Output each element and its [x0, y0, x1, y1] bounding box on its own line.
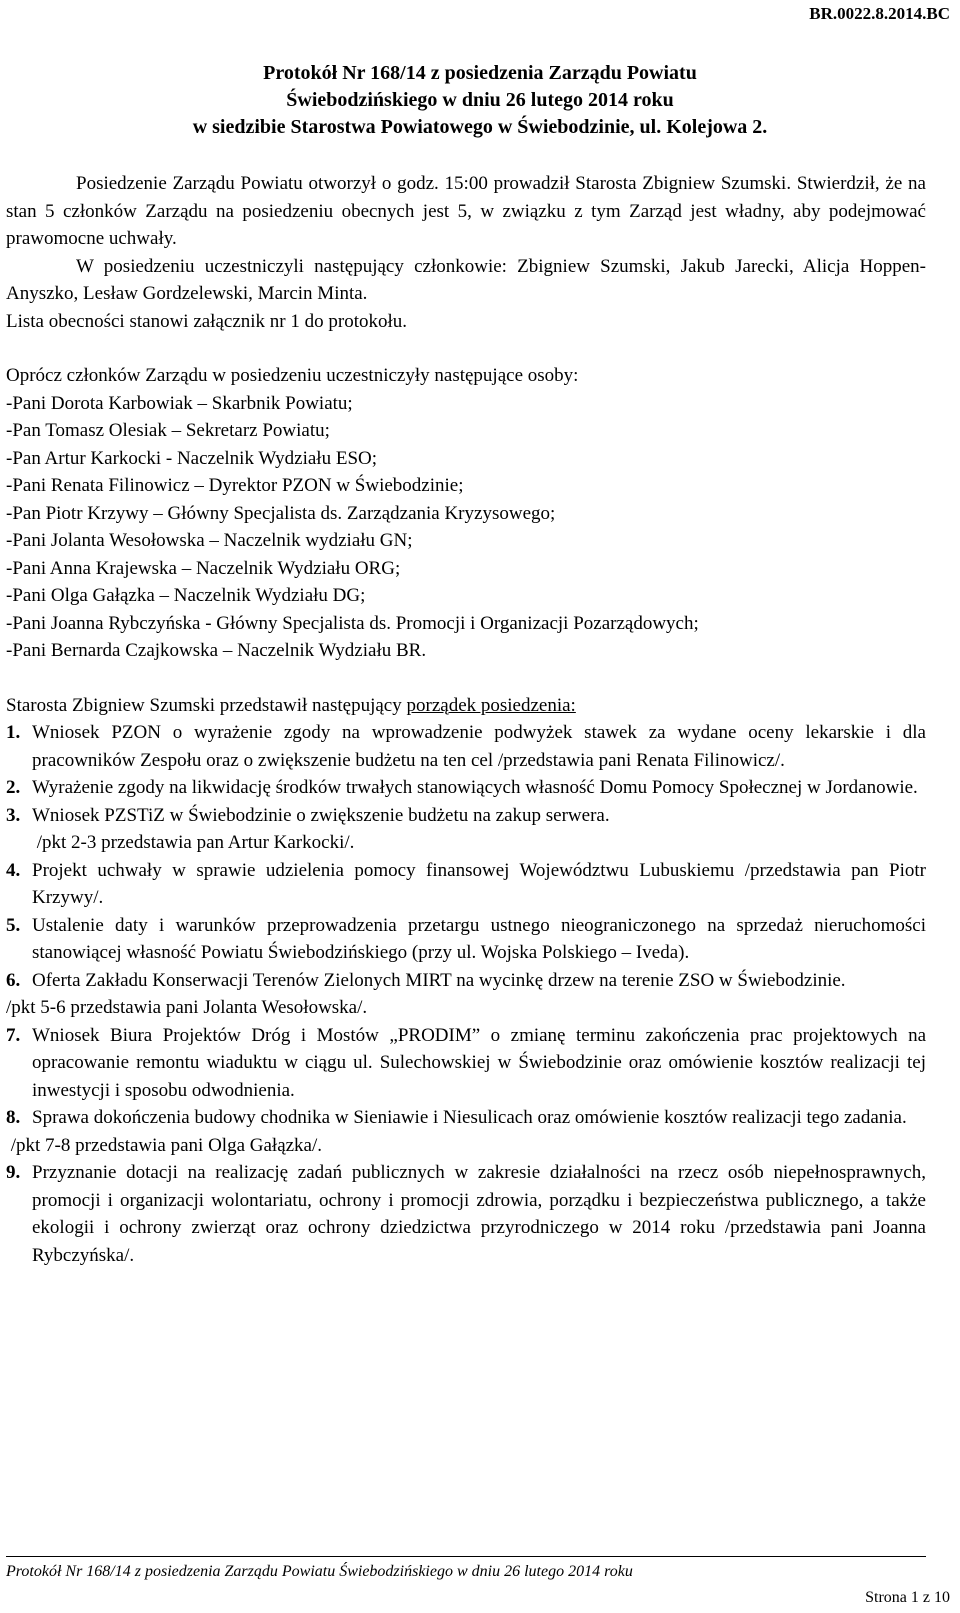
list-item: -Pan Piotr Krzywy – Główny Specjalista ds. Zarządzania Kryzysowego;	[6, 502, 556, 524]
agenda-intro-text: Starosta Zbigniew Szumski przedstawił następujący	[6, 694, 402, 716]
agenda-list	[6, 719, 926, 1269]
title-line-1: Protokół Nr 168/14 z posiedzenia Zarządu Powiatu	[263, 62, 697, 84]
list-item: -Pani Olga Gałązka – Naczelnik Wydziału DG;	[6, 585, 366, 606]
agenda-heading-underlined: porządek posiedzenia:	[406, 694, 576, 716]
agenda-item	[6, 1104, 926, 1132]
page-number: Strona 1 z 10	[865, 1589, 950, 1606]
members-paragraph: W posiedzeniu uczestniczyli następujący członkowie: Zbigniew Szumski, Jakub Jarecki, Alicja Hoppen-Anyszko, Lesław Gordzelewski, Marcin Minta.	[6, 255, 926, 304]
attendees-heading: Oprócz członków Zarządu w posiedzeniu uczestniczyły następujące osoby:	[6, 365, 579, 386]
document-body	[6, 170, 926, 1269]
list-item: -Pani Anna Krajewska – Naczelnik Wydziału ORG;	[6, 557, 401, 579]
agenda-item-number: 2.	[6, 777, 21, 798]
agenda-item	[6, 857, 926, 912]
agenda-item	[6, 967, 926, 995]
list-item: -Pani Joanna Rybczyńska - Główny Specjalista ds. Promocji i Organizacji Pozarządowych;	[6, 612, 699, 634]
agenda-item	[6, 774, 926, 802]
list-item: -Pani Dorota Karbowiak – Skarbnik Powiatu;	[6, 392, 353, 414]
agenda-item	[6, 1022, 926, 1105]
agenda-item	[6, 1159, 926, 1269]
agenda-item	[6, 719, 926, 774]
attendance-note: Lista obecności stanowi załącznik nr 1 do protokołu.	[6, 310, 408, 332]
title-line-3: w siedzibie Starostwa Powiatowego w Świebodzinie, ul. Kolejowa 2.	[192, 116, 768, 138]
agenda-item-text: Wyrażenie zgody na likwidację środków trwałych stanowiących własność Domu Pomocy Społecznej w Jordanowie.	[32, 777, 918, 798]
title-line-2: Świebodzińskiego w dniu 26 lutego 2014 roku	[286, 89, 674, 111]
agenda-item	[6, 802, 926, 830]
document-reference: BR.0022.8.2014.BC	[809, 4, 950, 23]
page-footer: Protokół Nr 168/14 z posiedzenia Zarządu Powiatu Świebodzińskiego w dniu 26 lutego 2014 roku	[6, 1556, 926, 1583]
agenda-presenter-note: /pkt 2-3 przedstawia pan Artur Karkocki/.	[32, 832, 355, 853]
agenda-item-text: Projekt uchwały w sprawie udzielenia pomocy finansowej Województwu Lubuskiemu /przedstawia pan Piotr Krzywy/.	[32, 859, 926, 908]
agenda-presenter-note: /pkt 5-6 przedstawia pani Jolanta Wesołowska/.	[6, 997, 368, 1018]
list-item: -Pan Tomasz Olesiak – Sekretarz Powiatu;	[6, 420, 330, 441]
agenda-intro	[6, 692, 926, 720]
list-item: -Pani Jolanta Wesołowska – Naczelnik wydziału GN;	[6, 530, 413, 551]
agenda-item-text: Wniosek Biura Projektów Dróg i Mostów „PRODIM” o zmianę terminu zakończenia prac projektowych na opracowanie remontu wiaduktu w ciągu ul. Sulechowskiej w Świebodzinie oraz omówienie kosztów realizacji tej inwestycji i sposobu odwodnienia.	[32, 1024, 926, 1101]
agenda-item-text: Wniosek PZSTiZ w Świebodzinie o zwiększenie budżetu na zakup serwera.	[32, 804, 610, 826]
agenda-item-number: 4.	[6, 859, 21, 881]
document-title	[0, 60, 960, 141]
list-item: -Pani Renata Filinowicz – Dyrektor PZON w Świebodzinie;	[6, 475, 464, 496]
attendees-list	[6, 390, 926, 665]
agenda-item-number: 3.	[6, 804, 21, 826]
agenda-item	[6, 912, 926, 967]
intro-paragraph: Posiedzenie Zarządu Powiatu otworzył o godz. 15:00 prowadził Starosta Zbigniew Szumski. Stwierdził, że na stan 5 członków Zarządu na posiedzeniu obecnych jest 5, w związku z tym Zarząd jest władny, aby podejmować prawomocne uchwały.	[6, 173, 926, 249]
agenda-item-text: Wniosek PZON o wyrażenie zgody na wprowadzenie podwyżek stawek za wydane oceny lekarskie i dla pracowników Zespołu oraz o zwiększenie budżetu na ten cel /przedstawia pani Renata Filinowicz/.	[32, 722, 926, 771]
agenda-item-text: Przyznanie dotacji na realizację zadań publicznych w zakresie działalności na rzecz osób niepełnosprawnych, promocji i organizacji wolontariatu, ochrony i promocji zdrowia, porządku i bezpieczeństwa publicznego, a także ekologii i ochrony zwierząt oraz ochrony dziedzictwa przyrodniczego w 2014 roku /przedstawia pani Joanna Rybczyńska/.	[32, 1162, 926, 1266]
agenda-item-number: 1.	[6, 722, 21, 743]
agenda-presenter-note: /pkt 7-8 przedstawia pani Olga Gałązka/.	[6, 1134, 323, 1156]
agenda-item-number: 8.	[6, 1107, 21, 1128]
agenda-item-number: 9.	[6, 1162, 21, 1183]
agenda-item-number: 5.	[6, 914, 21, 936]
agenda-item-number: 6.	[6, 969, 21, 991]
agenda-item-text: Sprawa dokończenia budowy chodnika w Sieniawie i Niesulicach oraz omówienie kosztów realizacji tego zadania.	[32, 1107, 907, 1128]
agenda-item-text: Oferta Zakładu Konserwacji Terenów Zielonych MIRT na wycinkę drzew na terenie ZSO w Świebodzinie.	[32, 969, 846, 991]
agenda-item-text: Ustalenie daty i warunków przeprowadzenia przetargu ustnego nieograniczonego na sprzedaż nieruchomości stanowiącej własność Powiatu Świebodzińskiego (przy ul. Wojska Polskiego – Iveda).	[32, 914, 926, 963]
list-item: -Pan Artur Karkocki - Naczelnik Wydziału ESO;	[6, 447, 378, 469]
list-item: -Pani Bernarda Czajkowska – Naczelnik Wydziału BR.	[6, 640, 427, 661]
agenda-item-number: 7.	[6, 1024, 21, 1046]
